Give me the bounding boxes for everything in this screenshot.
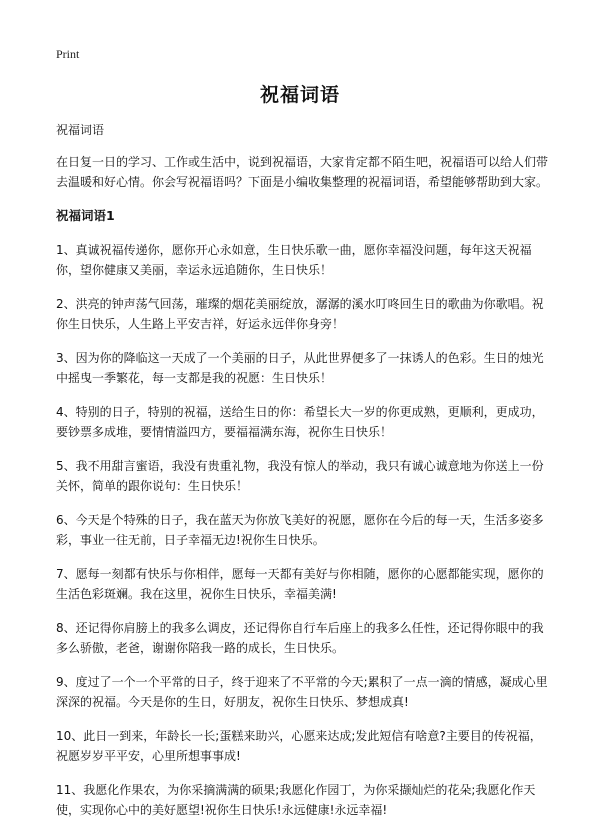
blessing-item-8: 8、还记得你肩膀上的我多么调皮，还记得你自行车后座上的我多么任性，还记得你眼中的我多么骄傲，老爸，谢谢你陪我一路的成长，生日快乐。: [56, 621, 544, 655]
blessing-item-3: 3、因为你的降临这一天成了一个美丽的日子，从此世界便多了一抹诱人的色彩。生日的烛光中摇曳一季繁花，每一支都是我的祝愿：生日快乐！: [56, 351, 544, 385]
blessing-item-1: 1、真诚祝福传递你，愿你开心永如意，生日快乐歌一曲，愿你幸福没问题，每年这天祝福你，望你健康又美丽，幸运永远追随你，生日快乐！: [56, 243, 532, 277]
blessing-item-9: 9、度过了一个一个平常的日子，终于迎来了不平常的今天;累积了一点一滴的情感，凝成心里深深的祝福。今天是你的生日，好朋友，祝你生日快乐、梦想成真!: [56, 675, 548, 709]
blessing-item-7: 7、愿每一刻都有快乐与你相伴，愿每一天都有美好与你相随，愿你的心愿都能实现，愿你的生活色彩斑斓。我在这里，祝你生日快乐，幸福美满!: [56, 567, 544, 601]
page-title: 祝福词语: [259, 84, 340, 106]
print-link[interactable]: Print: [56, 47, 80, 61]
blessing-item-6: 6、今天是个特殊的日子，我在蓝天为你放飞美好的祝愿，愿你在今后的每一天，生活多姿多彩，事业一往无前，日子幸福无边!祝你生日快乐。: [56, 513, 544, 547]
intro-paragraph: 在日复一日的学习、工作或生活中，说到祝福语，大家肯定都不陌生吧，祝福语可以给人们带去温暖和好心情。你会写祝福语吗？下面是小编收集整理的祝福词语，希望能够帮助到大家。: [56, 155, 549, 189]
article-body: [56, 120, 550, 834]
blessing-item-2: 2、洪亮的钟声荡气回荡，璀璨的烟花美丽绽放，潺潺的溪水叮咚回生日的歌曲为你歌唱。祝你生日快乐，人生路上平安吉祥，好运永远伴你身旁！: [56, 297, 544, 331]
article-subtitle: 祝福词语: [56, 123, 105, 137]
blessing-item-11: 11、我愿化作果农，为你采摘满满的硕果;我愿化作园丁，为你采撷灿烂的花朵;我愿化作天使，实现你心中的美好愿望!祝你生日快乐!永远健康!永远幸福!: [56, 783, 536, 817]
blessing-item-10: 10、此日一到来，年龄长一长;蛋糕来助兴，心愿来达成;发此短信有啥意?主要目的传祝福，祝愿岁岁平平安，心里所想事事成!: [56, 729, 542, 763]
blessing-item-4: 4、特别的日子，特别的祝福，送给生日的你：希望长大一岁的你更成熟，更顺利，更成功，要钞票多成堆，要情情溢四方，要福福满东海，祝你生日快乐！: [56, 405, 544, 439]
blessing-item-5: 5、我不用甜言蜜语，我没有贵重礼物，我没有惊人的举动，我只有诚心诚意地为你送上一份关怀，简单的跟你说句：生日快乐！: [56, 459, 544, 493]
section-heading: 祝福词语1: [56, 208, 115, 223]
